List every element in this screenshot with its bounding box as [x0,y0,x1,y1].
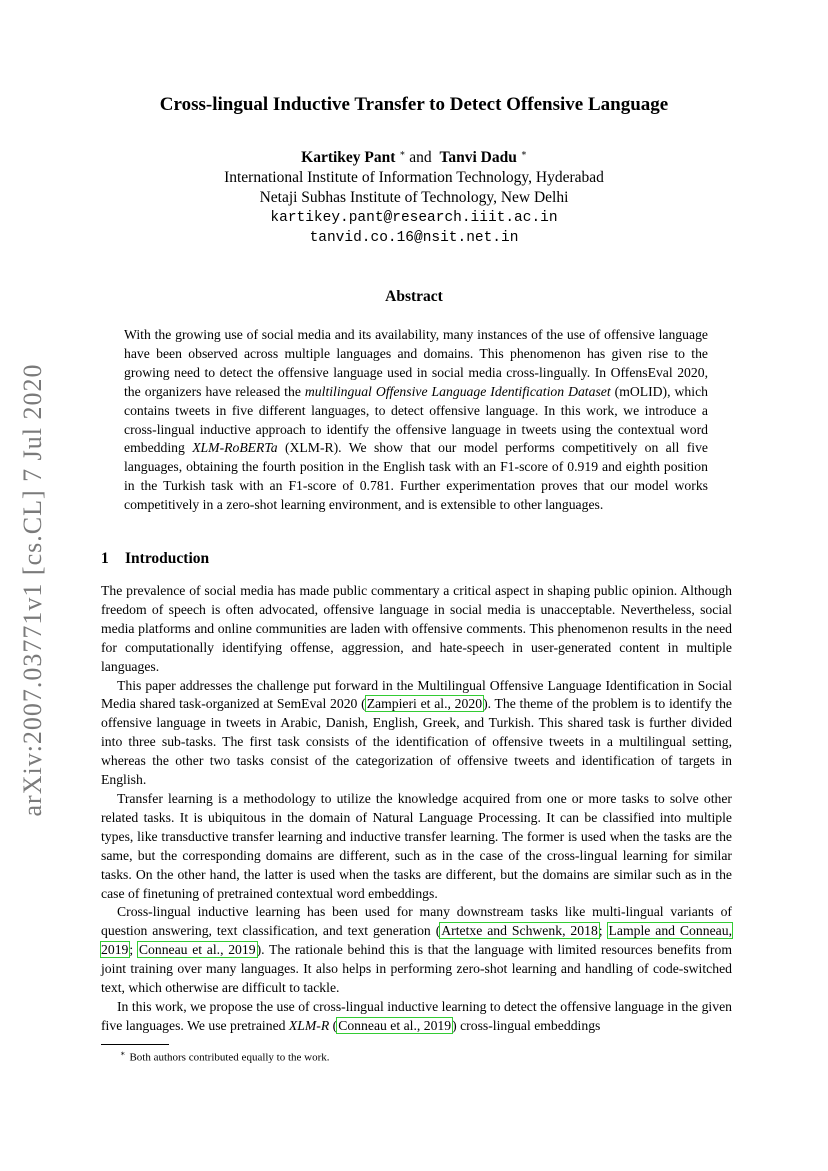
paragraph [101,903,732,998]
abstract-segment: (XLM-R). We show that our model performs competitively on all five languages, obtaining the fourth position in the English task with an F1-score of 0.919 and eighth position in the Turkish task with an F1-score of 0.781. Further experimentation proves that our model works competitively in a zero-shot learning environment, and is extensible to other languages. [124,440,708,513]
author-email: kartikey.pant@research.iiit.ac.in [270,210,558,227]
author-name: Kartikey Pant [301,149,396,167]
abstract-heading: Abstract [385,288,443,305]
paper-title: Cross-lingual Inductive Transfer to Detect Offensive Language [159,94,669,115]
paragraph [101,998,732,1036]
author-names [0,143,828,168]
footnote-text: Both authors contributed equally to the work. [129,1051,330,1064]
footnote-rule [101,1044,169,1045]
model-name: XLM-RoBERTa [192,440,278,456]
citation-link[interactable]: Conneau et al., 2019 [338,1017,452,1033]
text-segment: ; [598,923,608,939]
text-segment: ). The rationale behind this is that the language with limited resources benefits from joint training over many languages. It also helps in performing zero-shot learning and handling of code-switched text, which otherwise are difficult to tackle. [101,942,732,996]
citation-link[interactable]: Lample and Conneau, 2019 [101,923,733,958]
paragraph: The prevalence of social media has made public commentary a critical aspect in shaping public opinion. Although freedom of speech is often advocated, offensive language in social media is unacceptable. Nevertheless, social media platforms and online communities are laden with offensive comments. This phenomenon results in the need for computationally identifying offense, aggression, and hate-speech in user-generated content in multiple languages. [101,583,732,674]
author-separator: and [409,149,432,167]
author-footnote-mark: ∗ [399,148,406,158]
citation-link[interactable]: Zampieri et al., 2020 [366,696,483,712]
author-name: Tanvi Dadu [439,149,517,167]
author-footnote-mark: ∗ [520,148,527,158]
arxiv-identifier: arXiv:2007.03771v1 [cs.CL] 7 Jul 2020 [18,363,47,817]
paragraph: Transfer learning is a methodology to utilize the knowledge acquired from one or more tasks to solve other related tasks. It is ubiquitous in the domain of Natural Language Processing. It can be classified into multiple types, like transductive transfer learning and inductive transfer learning. The former is used when the tasks are the same, but the corresponding domains are different, such as in the case of the cross-lingual learning for similar tasks. On the other hand, the latter is used when the tasks are different, but the domains are similar such as in the case of finetuning of pretrained contextual word embeddings. [101,790,732,901]
abstract-segment: (mOLID), which contains tweets in five different languages, to detect offensive language. In this work, we introduce a cross-lingual inductive approach to identify the offensive language in tweets using the contextual word embedding [124,383,708,456]
citation-link[interactable]: Conneau et al., 2019 [138,942,256,958]
text-segment: ). The theme of the problem is to identify the offensive language in tweets in Arabic, Danish, English, Greek, and Turkish. This shared task is further divided into three sub-tasks. The first task consists of the identification of offensive tweets in a multilingual setting, whereas the other two tasks consist of the categorization of offensive tweets and identification of targets in English. [101,696,732,788]
model-name: XLM-R [288,1017,330,1033]
text-segment: ) cross-lingual embeddings [452,1017,601,1033]
affiliation: Netaji Subhas Institute of Technology, New Delhi [259,189,569,207]
author-block [0,143,828,248]
affiliation: International Institute of Information Technology, Hyderabad [224,169,604,187]
text-segment: ; [129,942,138,958]
text-segment: In this work, we propose the use of cross-lingual inductive learning to detect the offensive language in the given five languages. We use pretrained [101,998,732,1033]
section-title: Introduction [125,550,210,567]
abstract-segment: With the growing use of social media and its availability, many instances of the use of offensive language have been observed across multiple languages and domains. This phenomenon has given rise to the growing need to detect the offensive language used in social media cross-lingually. In OffensEval 2020, the organizers have released the [124,327,708,399]
citation-link[interactable]: Artetxe and Schwenk, 2018 [441,923,598,939]
footnote-mark: ∗ [120,1049,126,1058]
text-segment: This paper addresses the challenge put forward in the Multilingual Offensive Language Identification in Social Media shared task-organized at SemEval 2020 ( [101,677,732,712]
footnote [120,1049,330,1064]
abstract-text [124,326,708,515]
section-heading [101,550,209,568]
paragraph [101,677,732,790]
dataset-name: multilingual Offensive Language Identification Dataset [304,383,611,399]
author-email: tanvid.co.16@nsit.net.in [309,230,519,247]
text-segment: ( [329,1017,338,1033]
section-number: 1 [101,550,109,567]
introduction-body [101,582,732,1036]
text-segment: Cross-lingual inductive learning has been used for many downstream tasks like multi-lingual variants of question answering, text classification, and text generation ( [101,904,732,939]
